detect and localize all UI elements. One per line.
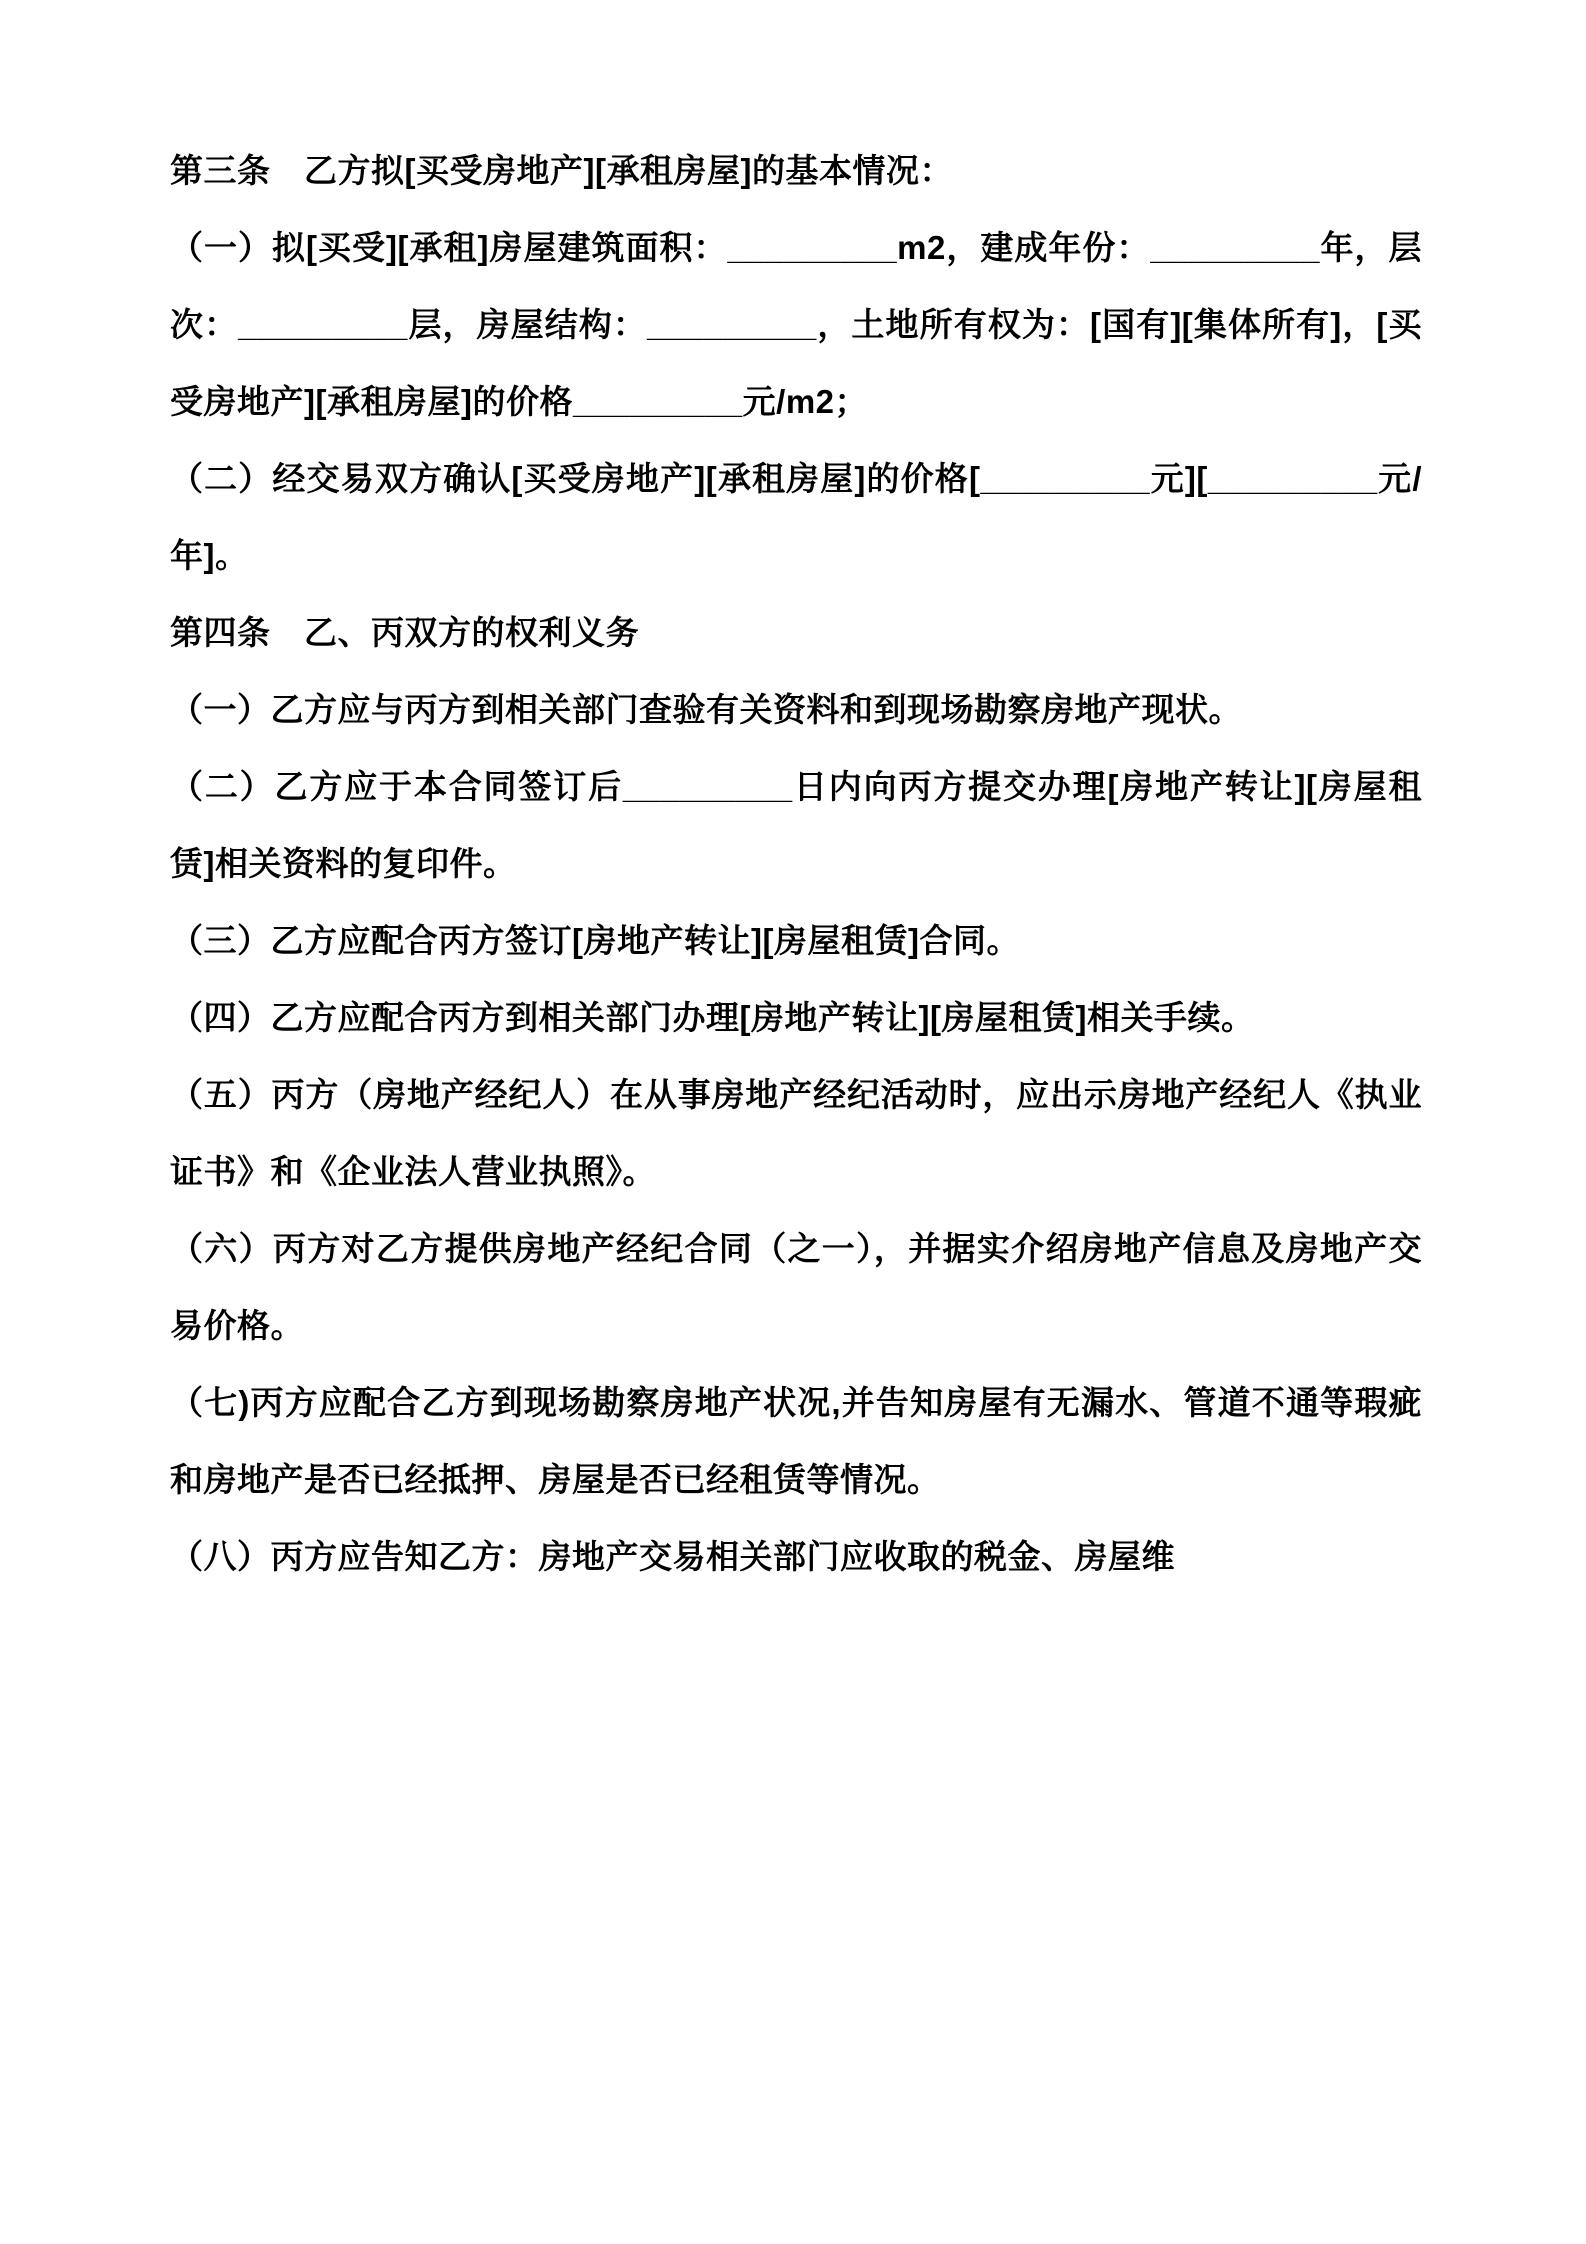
contract-paragraph: （四）乙方应配合丙方到相关部门办理[房地产转让][房屋租赁]相关手续。 — [170, 999, 1255, 1036]
contract-paragraph: （一）拟[买受][承租]房屋建筑面积：_________m2，建成年份：_________年，层次：_________层，房屋结构：_________，土地所有权为：[国有][集体所有]，[买受房地产][承租房屋]的价格_________元/m2； — [170, 229, 1422, 420]
contract-paragraph: （二）经交易双方确认[买受房地产][承租房屋]的价格[_________元][_________元/年]。 — [170, 460, 1422, 574]
contract-paragraph: （二）乙方应于本合同签订后_________日内向丙方提交办理[房地产转让][房屋租赁]相关资料的复印件。 — [170, 768, 1422, 882]
contract-paragraph: （五）丙方（房地产经纪人）在从事房地产经纪活动时，应出示房地产经纪人《执业证书》和《企业法人营业执照》。 — [170, 1076, 1422, 1190]
article-heading: 第四条 乙、丙双方的权利义务 — [170, 614, 639, 651]
contract-paragraph: （六）丙方对乙方提供房地产经纪合同（之一），并据实介绍房地产信息及房地产交易价格。 — [170, 1230, 1422, 1344]
contract-paragraph: （七)丙方应配合乙方到现场勘察房地产状况,并告知房屋有无漏水、管道不通等瑕疵和房地产是否已经抵押、房屋是否已经租赁等情况。 — [170, 1384, 1422, 1498]
contract-paragraph: （八）丙方应告知乙方：房地产交易相关部门应收取的税金、房屋维 — [170, 1538, 1175, 1575]
contract-paragraph: （一）乙方应与丙方到相关部门查验有关资料和到现场勘察房地产现状。 — [170, 691, 1242, 728]
contract-paragraph: （三）乙方应配合丙方签订[房地产转让][房屋租赁]合同。 — [170, 922, 1020, 959]
article-heading: 第三条 乙方拟[买受房地产][承租房屋]的基本情况： — [170, 152, 953, 189]
